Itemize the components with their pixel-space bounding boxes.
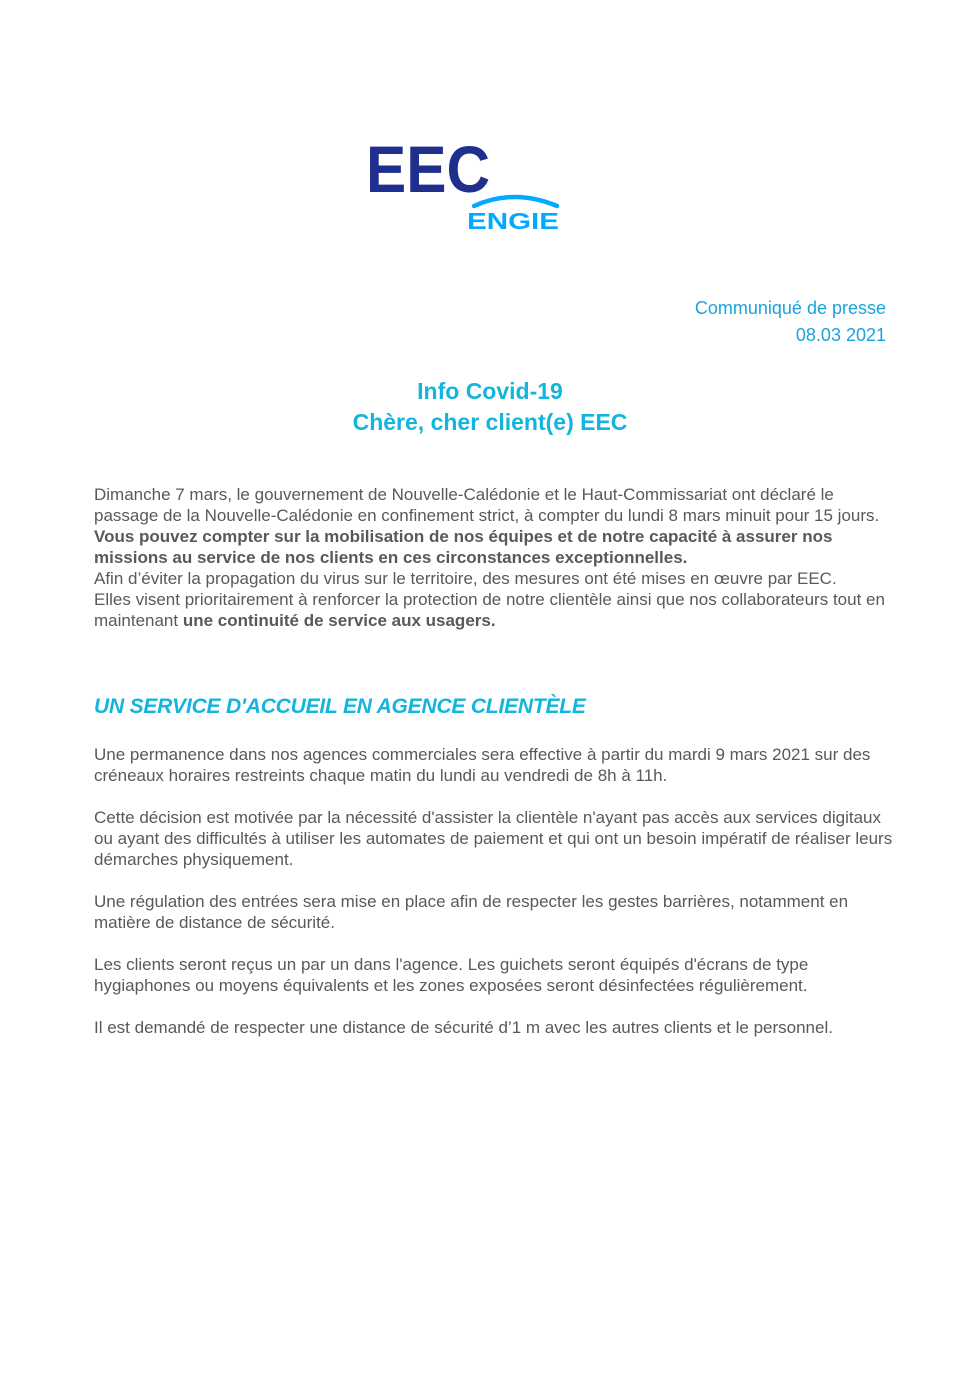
intro-paragraph-bold: Vous pouvez compter sur la mobilisation de nos équipes et de notre capacité à assurer nos missions au service de nos clients en ces circonstances exceptionnelles. (94, 527, 833, 567)
section-paragraph-5: Il est demandé de respecter une distance de sécurité d’1 m avec les autres clients et le personnel. (94, 1018, 833, 1037)
intro-paragraph-4 (94, 589, 894, 631)
title-line-1: Info Covid-19 (417, 378, 563, 404)
intro-paragraph-1: Dimanche 7 mars, le gouvernement de Nouvelle-Calédonie et le Haut-Commissariat ont déclaré le passage de la Nouvelle-Calédonie en confinement strict, à compter du lundi 8 mars minuit pour 15 jours. (94, 485, 880, 525)
section-heading: UN SERVICE D'ACCUEIL EN AGENCE CLIENTÈLE (94, 695, 586, 718)
section-paragraph-3: Une régulation des entrées sera mise en place afin de respecter les gestes barrières, notamment en matière de distance de sécurité. (94, 892, 849, 932)
section-paragraph-2: Cette décision est motivée par la nécessité d'assister la clientèle n'ayant pas accès aux services digitaux ou ayant des difficultés à utiliser les automates de paiement et qui ont un besoin impératif de réaliser leurs démarches physiquement. (94, 808, 893, 869)
title-line-2: Chère, cher client(e) EEC (352, 409, 628, 435)
intro-paragraph-3: Afin d’éviter la propagation du virus sur le territoire, des mesures ont été mises en œuvre par EEC. (94, 569, 837, 588)
doc-type: Communiqué de presse (694, 298, 886, 318)
eec-engie-logo (364, 136, 569, 236)
intro-block (94, 484, 894, 631)
intro-paragraph-4-text: Elles visent prioritairement à renforcer la protection de notre clientèle ainsi que nos collaborateurs tout en maintenant (94, 590, 885, 630)
page-title (0, 376, 980, 438)
section-paragraph-4: Les clients seront reçus un par un dans l'agence. Les guichets seront équipés d'écrans de type hygiaphones ou moyens équivalents et les zones exposées seront désinfectées régulièrement. (94, 955, 809, 995)
doc-date: 08.03 2021 (795, 325, 886, 345)
section-body (94, 744, 894, 1059)
logo-engie-text: ENGIE (467, 208, 559, 234)
logo-graphic (364, 136, 569, 236)
section-paragraph-1: Une permanence dans nos agences commerciales sera effective à partir du mardi 9 mars 2021 sur des créneaux horaires restreints chaque matin du lundi au vendredi de 8h à 11h. (94, 745, 871, 785)
logo-eec-text: EEC (366, 136, 490, 206)
press-header (695, 295, 886, 349)
intro-paragraph-4-bold: une continuité de service aux usagers. (182, 611, 496, 630)
